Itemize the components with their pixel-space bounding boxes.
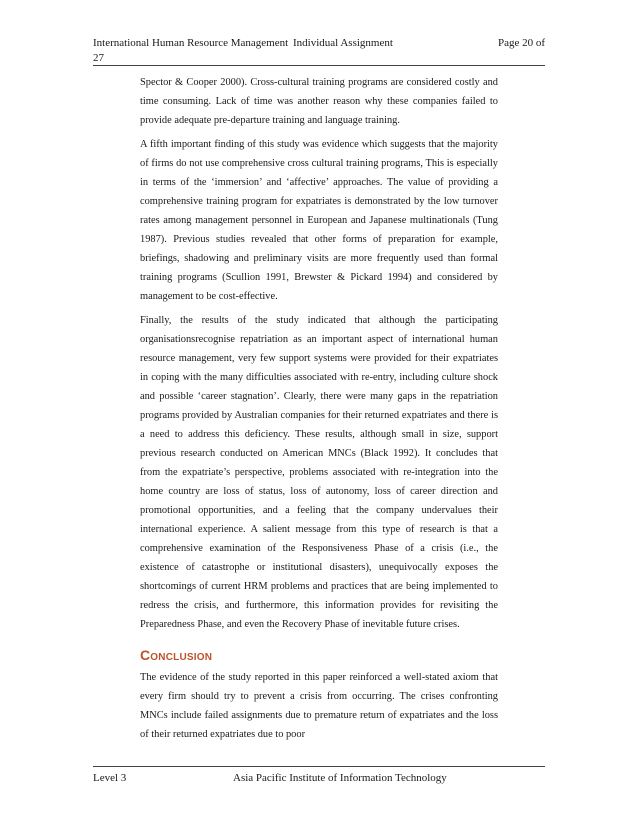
section-heading-conclusion: Conclusion <box>140 647 213 663</box>
header-page-total: 27 <box>93 52 104 64</box>
header-course-title: International Human Resource Management <box>93 37 289 49</box>
page-header <box>93 36 545 66</box>
footer-institution: Asia Pacific Institute of Information Technology <box>233 772 447 784</box>
paragraph-conclusion: The evidence of the study reported in this paper reinforced a well-stated axiom that every firm should try to prevent a crisis from occurring. The crises confronting MNCs include failed assignments due to premature return of expatriates and the loss of their returned expatriates due to poor <box>140 672 498 740</box>
header-divider <box>93 65 545 66</box>
header-page-number: Page 20 of <box>497 37 545 49</box>
footer-divider <box>93 766 545 767</box>
document-body <box>140 73 498 749</box>
paragraph-training-cost: Spector & Cooper 2000). Cross-cultural training programs are considered costly and time consuming. Lack of time was another reason why these companies failed to provide adequate pre-departure training and language training. <box>140 77 498 126</box>
header-assignment-type: Individual Assignment <box>293 37 393 49</box>
paragraph-fifth-finding: A fifth important finding of this study was evidence which suggests that the majority of firms do not use comprehensive cross cultural training programs, This is especially in terms of the ‘immersion’ and ‘affective’ approaches. The value of providing a comprehensive training program for expatriates is demonstrated by the low turnover rates among management personnel in European and Japanese multinationals (Tung 1987). Previous studies revealed that other forms of preparation for example, briefings, shadowing and preliminary visits are more frequently used than formal training programs (Scullion 1991, Brewster & Pickard 1994) and considered by management to be cost-effective. <box>140 139 498 302</box>
paragraph-repatriation: Finally, the results of the study indicated that although the participating organisationsrecognise repatriation as an important aspect of international human resource management, very few support systems were provided for their expatriates in coping with the many difficulties associated with re-entry, including culture shock and possible ‘career stagnation’. Clearly, there were many gaps in the repatriation programs provided by Australian companies for their returned expatriates and there is a need to address this deficiency. These results, although small in size, support previous research conducted on American MNCs (Black 1992). It concludes that from the expatriate’s perspective, problems associated with re-integration into the home country are loss of status, loss of autonomy, loss of career direction and promotional opportunities, and a feeling that the company undervalues their international experience. A salient message from this type of research is that a comprehensive examination of the Responsiveness Phase of a crisis (i.e., the existence of catastrophe or institutional disasters), unequivocally exposes the shortcomings of current HRM problems and practices that are being implemented to redress the crisis, and furthermore, this information provides for revisiting the Preparedness Phase, and even the Recovery Phase of inevitable future crises. <box>140 315 498 630</box>
footer-level: Level 3 <box>93 772 127 784</box>
